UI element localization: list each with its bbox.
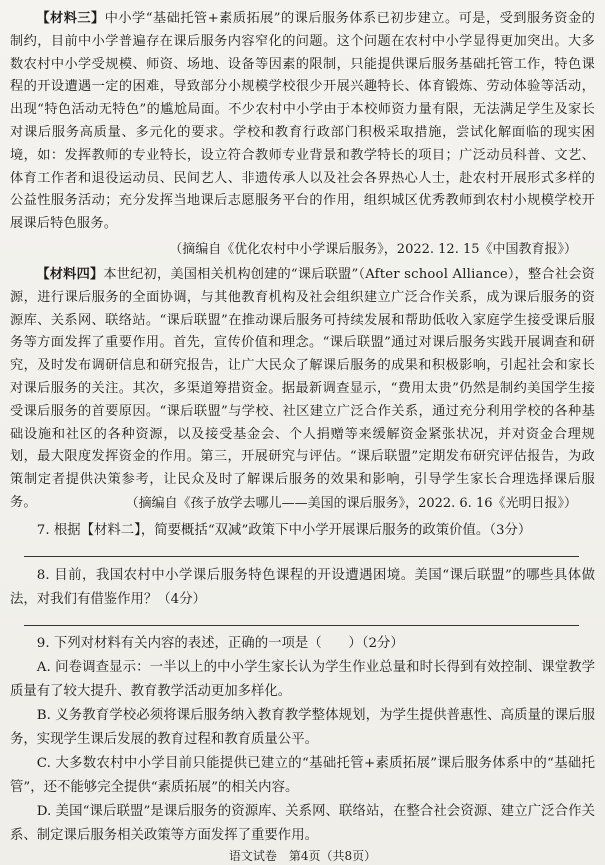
question-9-option-a[interactable]: A. 问卷调查显示：一半以上的中小学生家长认为学生作业总量和时长得到有效控制、课堂教学质量有了较大提升、教育教学活动更加多样化。: [10, 660, 595, 699]
answer-line-7[interactable]: [24, 556, 579, 557]
question-9-option-c[interactable]: C. 大多数农村中小学目前只能提供已建立的“基础托管+素质拓展”课后服务体系中的“基础托管”，还不能够完全提供“素质拓展”的相关内容。: [10, 756, 595, 795]
material4-label: 【材料四】: [36, 267, 104, 282]
material4-text: 本世纪初，美国相关机构创建的“课后联盟”（After school Alliance），整合社会资源，进行课后服务的全面协调，与其他教育机构及社会组织建立广泛合作关系，成为课后服务的资源库、关系网、联络站。“课后联盟”在推动课后服务可持续发展和帮助低收入家庭学生接受课后服务等方面发挥了重要作用。首先，宣传价值和理念。“课后联盟”通过对课后服务实践开展调查和研究，及时发布调研信息和研究报告，让广大民众了解课后服务的成果和积极影响，引起社会和家长对课后服务的关注。其次，多渠道筹措资金。据最新调查显示，“费用太贵”仍然是制约美国学生接受课后服务的首要原因。“课后联盟”与学校、社区建立广泛合作关系，通过充分利用学校的各种基础设施和社区的各种资源，以及接受基金会、个人捐赠等来缓解资金紧张状况，并对资金合理规划，最大限度发挥资金的作用。第三，开展研究与评估。“课后联盟”定期发布研究评估报告，为政策制定者提供决策参考，让民众及时了解课后服务的效果和影响，引导学生家长合理选择课后服务。: [10, 267, 596, 510]
material3-paragraph: [10, 8, 595, 236]
material3-source: （摘编自《优化农村中小学课后服务》，2022. 12. 15《中国教育报》）: [169, 242, 577, 257]
question-7: 7. 根据【材料二】，简要概括“双减”政策下中小学开展课后服务的政策价值。（3分）: [36, 523, 532, 538]
material3-text: 中小学“基础托管+素质拓展”的课后服务体系已初步建立。可是，受到服务资金的制约，目前中小学普遍存在课后服务内容窄化的问题。这个问题在农村中小学显得更加突出。大多数农村中小学受规模、师资、场地、设备等因素的限制，只能提供课后服务基础托管工作，特色课程的开设遭遇一定的困难，导致部分小规模学校很少开展兴趣特长、体育锻炼、劳动体验等活动，出现“特色活动无特色”的尴尬局面。不少农村中小学由于本校师资力量有限，无法满足学生及家长对课后服务高质量、多元化的要求。学校和教育行政部门积极采取措施，尝试化解面临的现实困境，如：发挥教师的专业特长，设立符合教师专业背景和教学特长的项目；广泛动员科普、文艺、体育工作者和退役运动员、民间艺人、非遗传承人以及社会各界热心人士，赴农村开展形式多样的公益性服务活动；充分发挥当地课后志愿服务平台的作用，组织城区优秀教师到农村小规模学校开展课后特色服务。: [10, 11, 595, 232]
material4-source: （摘编自《孩子放学去哪儿——美国的课后服务》，2022. 6. 16《光明日报》）: [125, 496, 577, 511]
question-9-option-b[interactable]: B. 义务教育学校必须将课后服务纳入教育教学整体规划，为学生提供普惠性、高质量的课后服务，实现学生课后发展的教育过程和教育质量公平。: [10, 708, 595, 747]
question-9-option-d[interactable]: D. 美国“课后联盟”是课后服务的资源库、关系网、联络站，在整合社会资源、建立广泛合作关系、制定课后服务相关政策等方面发挥了重要作用。: [10, 804, 595, 843]
answer-line-8[interactable]: [24, 625, 579, 626]
page-footer: 语文试卷 第4页（共8页）: [228, 849, 377, 863]
material4-paragraph: [10, 264, 595, 515]
material3-label: 【材料三】: [36, 11, 105, 26]
question-8: 8. 目前，我国农村中小学课后服务特色课程的开设遭遇困境。美国“课后联盟”的哪些具体做法，对我们有借鉴作用？（4分）: [10, 568, 595, 607]
question-9-stem: 9. 下列对材料有关内容的表述，正确的一项是（ ）（2分）: [36, 636, 404, 651]
